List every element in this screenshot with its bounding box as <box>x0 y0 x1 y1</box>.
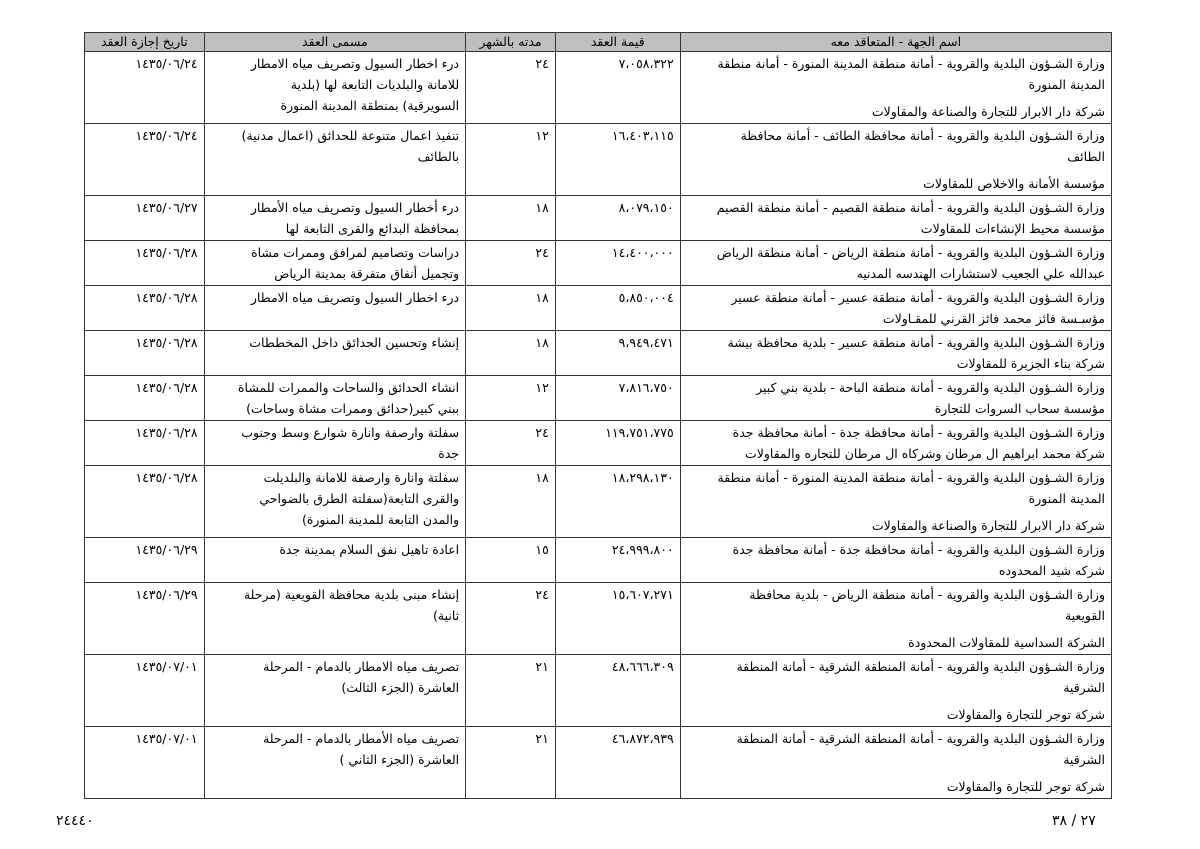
cell-value: ٥،٨٥٠،٠٠٤ <box>555 286 680 331</box>
cell-date: ١٤٣٥/٠٦/٢٨ <box>85 376 205 421</box>
cell-duration: ١٥ <box>466 538 556 583</box>
cell-duration: ٢٤ <box>466 241 556 286</box>
table-row <box>85 583 1112 655</box>
cell-entity <box>680 727 1111 799</box>
name-line: دراسات وتصاميم لمرافق وممرات مشاة <box>251 245 460 260</box>
cell-date: ١٤٣٥/٠٧/٠١ <box>85 727 205 799</box>
entity-line: وزارة الشـؤون البلدية والقروية - أمانة منطقة الرياض - أمانة منطقة الرياض <box>716 245 1105 260</box>
cell-duration: ٢٤ <box>466 583 556 655</box>
entity-line: القويعية <box>1064 608 1105 623</box>
entity-line: المدينة المنورة <box>1028 491 1105 506</box>
entity-line: وزارة الشـؤون البلدية والقروية - أمانة محافظة جدة - أمانة محافظة جدة <box>732 542 1105 557</box>
cell-duration: ١٨ <box>466 331 556 376</box>
cell-duration: ٢١ <box>466 655 556 727</box>
cell-value: ٢٤،٩٩٩،٨٠٠ <box>555 538 680 583</box>
cell-date: ١٤٣٥/٠٦/٢٨ <box>85 421 205 466</box>
entity-line: الشرقية <box>1063 752 1105 767</box>
name-line: سفلتة وانارة وارصفة للامانة والبلديلت <box>263 470 460 485</box>
entity-line: شركة دار الابرار للتجارة والصناعة والمقاولات <box>871 518 1105 533</box>
entity-line: وزارة الشـؤون البلدية والقروية - أمانة محافظة الطائف - أمانة محافظة <box>740 128 1105 143</box>
table-row <box>85 376 1112 421</box>
name-line: درء أخطار السيول وتصريف مياه الأمطار <box>250 200 460 215</box>
document-number: ٢٤٤٤٠ <box>56 813 94 829</box>
name-line: بالطائف <box>417 149 460 164</box>
cell-name <box>204 538 466 583</box>
cell-entity <box>680 421 1111 466</box>
entity-line: مؤسسة محيط الإنشاءات للمقاولات <box>920 221 1105 236</box>
entity-line: شركة محمد ابراهيم ال مرطان وشركاه ال مرطان للتجاره والمقاولات <box>744 446 1105 461</box>
cell-date: ١٤٣٥/٠٦/٢٧ <box>85 196 205 241</box>
cell-value: ١٥،٦٠٧،٢٧١ <box>555 583 680 655</box>
name-line: بمحافظة البدائع والقرى التابعة لها <box>285 221 460 236</box>
entity-line: وزارة الشـؤون البلدية والقروية - أمانة منطقة الرياض - بلدية محافظة <box>749 587 1105 602</box>
entity-line: شركة توجر للتجارة والمقاولات <box>946 779 1105 794</box>
cell-entity <box>680 583 1111 655</box>
cell-value: ٤٦،٨٧٢،٩٣٩ <box>555 727 680 799</box>
cell-duration: ١٨ <box>466 286 556 331</box>
cell-date: ١٤٣٥/٠٧/٠١ <box>85 655 205 727</box>
name-line: ثانية) <box>433 608 460 623</box>
name-line: تصريف مياه الامطار بالدمام - المرحلة <box>263 659 460 674</box>
cell-name <box>204 583 466 655</box>
cell-date: ١٤٣٥/٠٦/٢٨ <box>85 331 205 376</box>
cell-value: ١١٩،٧٥١،٧٧٥ <box>555 421 680 466</box>
contracts-table <box>84 32 1112 799</box>
entity-line: شركة بناء الجزيرة للمقاولات <box>956 356 1105 371</box>
entity-line: الشرقية <box>1063 680 1105 695</box>
cell-duration: ١٢ <box>466 376 556 421</box>
name-line: العاشرة (الجزء الثالث) <box>341 680 460 695</box>
cell-name <box>204 466 466 538</box>
entity-line: عبدالله علي الجعيب لاستشارات الهندسه المدنيه <box>856 266 1105 281</box>
cell-entity <box>680 52 1111 124</box>
cell-duration: ٢٤ <box>466 52 556 124</box>
name-line: والمدن التابعة للمدينة المنورة) <box>301 512 460 527</box>
table-row <box>85 196 1112 241</box>
header-entity: اسم الجهة - المتعاقد معه <box>680 33 1111 52</box>
name-line: اعادة تاهيل نفق السلام بمدينة جدة <box>279 542 460 557</box>
entity-line: شركة توجر للتجارة والمقاولات <box>946 707 1105 722</box>
cell-date: ١٤٣٥/٠٦/٢٩ <box>85 583 205 655</box>
cell-date: ١٤٣٥/٠٦/٢٩ <box>85 538 205 583</box>
table-row <box>85 124 1112 196</box>
cell-value: ٤٨،٦٦٦،٣٠٩ <box>555 655 680 727</box>
table-row <box>85 421 1112 466</box>
table-row <box>85 466 1112 538</box>
cell-name <box>204 241 466 286</box>
cell-date: ١٤٣٥/٠٦/٢٤ <box>85 52 205 124</box>
entity-line: وزارة الشـؤون البلدية والقروية - أمانة منطقة المدينة المنورة - أمانة منطقة <box>717 470 1105 485</box>
cell-entity <box>680 376 1111 421</box>
cell-name <box>204 727 466 799</box>
cell-entity <box>680 466 1111 538</box>
cell-value: ١٤،٤٠٠،٠٠٠ <box>555 241 680 286</box>
cell-name <box>204 331 466 376</box>
cell-entity <box>680 124 1111 196</box>
entity-line: مؤسـسة فائز محمد فائز القرني للمقـاولات <box>882 311 1105 326</box>
cell-value: ٨،٠٧٩،١٥٠ <box>555 196 680 241</box>
cell-duration: ١٢ <box>466 124 556 196</box>
entity-line: وزارة الشـؤون البلدية والقروية - أمانة منطقة المدينة المنورة - أمانة منطقة <box>717 56 1105 71</box>
header-value: قيمة العقد <box>555 33 680 52</box>
cell-name <box>204 286 466 331</box>
name-line: درء اخطار السيول وتصريف مياه الامطار <box>250 56 460 71</box>
name-line: تصريف مياه الأمطار بالدمام - المرحلة <box>263 731 460 746</box>
cell-date: ١٤٣٥/٠٦/٢٨ <box>85 241 205 286</box>
cell-duration: ٢١ <box>466 727 556 799</box>
name-line: إنشاء وتحسين الحدائق داخل المخططات <box>249 335 460 350</box>
table-row <box>85 52 1112 124</box>
entity-line: وزارة الشـؤون البلدية والقروية - أمانة المنطقة الشرقية - أمانة المنطقة <box>736 731 1105 746</box>
cell-value: ٩،٩٤٩،٤٧١ <box>555 331 680 376</box>
cell-name <box>204 655 466 727</box>
entity-line: وزارة الشـؤون البلدية والقروية - أمانة منطقة عسير - أمانة منطقة عسير <box>731 290 1105 305</box>
table-row <box>85 241 1112 286</box>
name-line: سفلتة وارصفة وانارة شوارع وسط وجنوب <box>241 425 460 440</box>
table-row <box>85 286 1112 331</box>
cell-name <box>204 52 466 124</box>
name-line: تنفيذ اعمال متنوعة للحدائق (اعمال مدنية) <box>241 128 460 143</box>
entity-line: شركه شيد المحدوده <box>998 563 1105 578</box>
cell-entity <box>680 538 1111 583</box>
entity-line: الطائف <box>1067 149 1105 164</box>
header-duration: مدته بالشهر <box>466 33 556 52</box>
name-line: العاشرة (الجزء الثاني ) <box>339 752 460 767</box>
name-line: درء اخطار السيول وتصريف مياه الامطار <box>250 290 460 305</box>
name-line: للامانة والبلديات التابعة لها (بلدية <box>290 77 460 92</box>
cell-date: ١٤٣٥/٠٦/٢٨ <box>85 466 205 538</box>
cell-duration: ١٨ <box>466 196 556 241</box>
entity-line: وزارة الشـؤون البلدية والقروية - أمانة منطقة القصيم - أمانة منطقة القصيم <box>716 200 1105 215</box>
cell-date: ١٤٣٥/٠٦/٢٤ <box>85 124 205 196</box>
name-line: جدة <box>438 446 460 461</box>
cell-value: ٧،٠٥٨،٣٢٢ <box>555 52 680 124</box>
cell-value: ٧،٨١٦،٧٥٠ <box>555 376 680 421</box>
cell-entity <box>680 241 1111 286</box>
cell-duration: ٢٤ <box>466 421 556 466</box>
cell-duration: ١٨ <box>466 466 556 538</box>
cell-entity <box>680 655 1111 727</box>
cell-name <box>204 124 466 196</box>
entity-line: مؤسسة سحاب السروات للتجارة <box>934 401 1105 416</box>
cell-name <box>204 196 466 241</box>
cell-entity <box>680 331 1111 376</box>
cell-date: ١٤٣٥/٠٦/٢٨ <box>85 286 205 331</box>
table-row <box>85 538 1112 583</box>
cell-entity <box>680 196 1111 241</box>
entity-line: وزارة الشـؤون البلدية والقروية - أمانة منطقة الباحة - بلدية بني كبير <box>756 380 1105 395</box>
entity-line: مؤسسة الأمانة والاخلاص للمقاولات <box>923 176 1105 191</box>
page-number: ٢٧ / ٣٨ <box>1052 813 1096 829</box>
name-line: ببني كبير(حدائق وممرات مشاة وساحات) <box>246 401 460 416</box>
table-row <box>85 331 1112 376</box>
cell-name <box>204 376 466 421</box>
name-line: إنشاء مبنى بلدية محافظة القويعية (مرحلة <box>243 587 460 602</box>
entity-line: الشركة السداسية للمقاولات المحدودة <box>908 635 1105 650</box>
cell-entity <box>680 286 1111 331</box>
name-line: انشاء الحدائق والساحات والممرات للمشاة <box>237 380 460 395</box>
table-header-row <box>85 33 1112 52</box>
header-approval-date: تاريخ إجازة العقد <box>85 33 205 52</box>
entity-line: وزارة الشـؤون البلدية والقروية - أمانة منطقة عسير - بلدية محافظة بيشة <box>727 335 1105 350</box>
entity-line: وزارة الشـؤون البلدية والقروية - أمانة محافظة جدة - أمانة محافظة جدة <box>732 425 1105 440</box>
name-line: وتجميل أنفاق متفرقة بمدينة الرياض <box>274 266 460 281</box>
header-contract-name: مسمى العقد <box>204 33 466 52</box>
entity-line: شركة دار الابرار للتجارة والصناعة والمقاولات <box>871 104 1105 119</box>
entity-line: وزارة الشـؤون البلدية والقروية - أمانة المنطقة الشرقية - أمانة المنطقة <box>736 659 1105 674</box>
table-row <box>85 727 1112 799</box>
entity-line: المدينة المنورة <box>1028 77 1105 92</box>
name-line: السويرقية) بمنطقة المدينة المنورة <box>280 98 460 113</box>
cell-value: ١٨،٢٩٨،١٣٠ <box>555 466 680 538</box>
cell-name <box>204 421 466 466</box>
table-row <box>85 655 1112 727</box>
name-line: والقرى التابعة(سفلتة الطرق بالضواحي <box>259 491 460 506</box>
cell-value: ١٦،٤٠٣،١١٥ <box>555 124 680 196</box>
